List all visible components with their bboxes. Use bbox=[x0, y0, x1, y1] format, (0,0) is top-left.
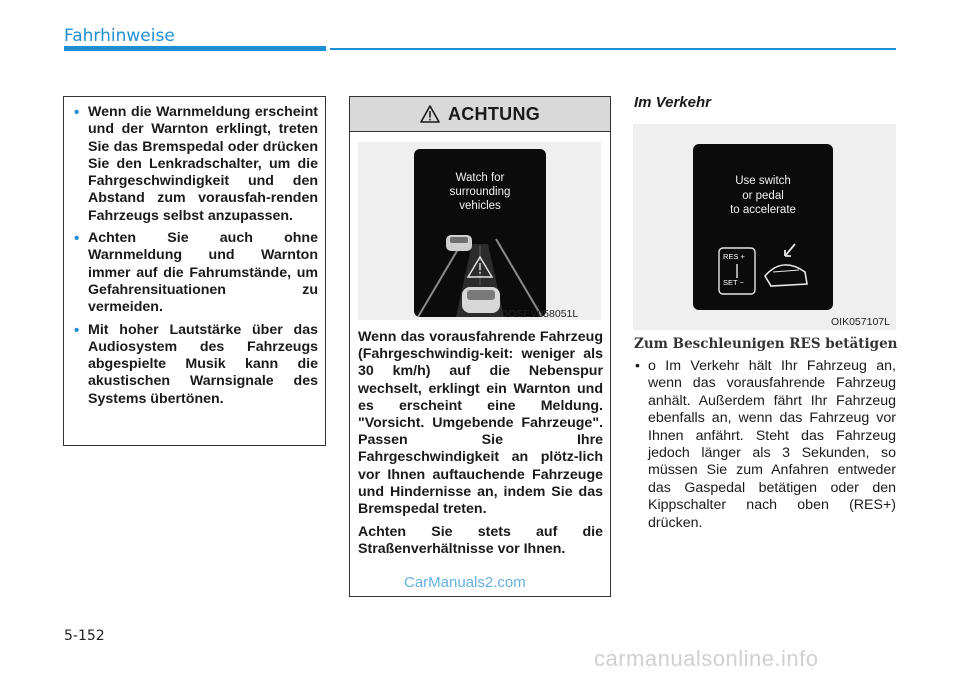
warning-title: ACHTUNG bbox=[447, 103, 541, 124]
watermark-online: carmanualsonline.info bbox=[594, 646, 819, 671]
cluster-display bbox=[414, 149, 546, 317]
traffic-list bbox=[634, 358, 896, 532]
cluster-warning-figure bbox=[358, 142, 601, 320]
warning-text bbox=[358, 329, 603, 565]
header-rule-thick bbox=[64, 46, 326, 51]
display-message: Use switch or pedal to accelerate bbox=[730, 175, 796, 216]
cluster-display bbox=[693, 144, 833, 310]
res-label: RES + bbox=[723, 252, 745, 261]
section-title: Fahrhinweise bbox=[64, 26, 175, 46]
warning-box bbox=[349, 96, 611, 597]
warning-paragraph: Wenn das vorausfahrende Fahrzeug (Fahrgeschwindig-keit: weniger als 30 km/h) auf die Nebenspur wechselt, erklingt ein Warnton und es erscheint eine Meldung. "Vorsicht. Umgebende Fahrzeuge". Passen Sie Ihre Fahrgeschwindigkeit an plötz-lich vor Ihnen auftauchende Fahrzeuge und Hindernisse an, indem Sie das Bremspedal treten. bbox=[358, 329, 603, 518]
warning-paragraph: Achten Sie stets auf die Straßenverhältnisse vor Ihnen. bbox=[358, 524, 603, 558]
caution-item: • Wenn die Warnmeldung erscheint und der Warnton erklingt, treten Sie das Bremspedal oder drücken Sie den Lenkradschalter, um die Fahrgeschwindigkeit und den Abstand zum vorausfah-renden Fahrzeugs selbst anzupassen. bbox=[73, 104, 318, 225]
traffic-item: • o Im Verkehr hält Ihr Fahrzeug an, wenn das vorausfahrende Fahrzeug anhält. Außerdem fährt Ihr Fahrzeug ebenfalls an, wenn das Fahrzeug vor Ihnen anfährt. Steht das Fahrzeug jedoch länger als 3 Sekunden, so müssen Sie zum Anfahren entweder das Gaspedal betätigen oder den Kippschalter nach oben (RES+) drücken. bbox=[634, 358, 896, 532]
lane-road-graphic bbox=[414, 149, 546, 317]
warning-header bbox=[350, 97, 610, 132]
caution-list bbox=[73, 104, 318, 408]
page-number: 5-152 bbox=[64, 628, 105, 644]
caution-notes-box bbox=[63, 96, 326, 446]
res-switch-pedal-graphic bbox=[693, 144, 833, 310]
display-message: Watch for surrounding vehicles bbox=[449, 172, 511, 212]
figure-code: OIK057107L bbox=[831, 316, 890, 328]
res-subheading: Zum Beschleunigen RES betätigen bbox=[634, 336, 898, 352]
accelerate-figure bbox=[633, 124, 896, 330]
caution-item: • Mit hoher Lautstärke über das Audiosystem des Fahrzeugs abgespielte Musik kann die akustischen Warnsignale des Systems übertönen. bbox=[73, 322, 318, 408]
set-label: SET − bbox=[723, 278, 744, 287]
warning-triangle-icon bbox=[420, 105, 440, 123]
figure-code: OOSEV058051L bbox=[500, 308, 579, 320]
watermark-carmanuals: CarManuals2.com bbox=[404, 574, 526, 591]
caution-item: • Achten Sie auch ohne Warnmeldung und Warnton immer auf die Fahrumstände, um Gefahrensituationen zu vermeiden. bbox=[73, 230, 318, 316]
header-rule-thin bbox=[330, 48, 896, 50]
traffic-heading: Im Verkehr bbox=[634, 94, 711, 111]
